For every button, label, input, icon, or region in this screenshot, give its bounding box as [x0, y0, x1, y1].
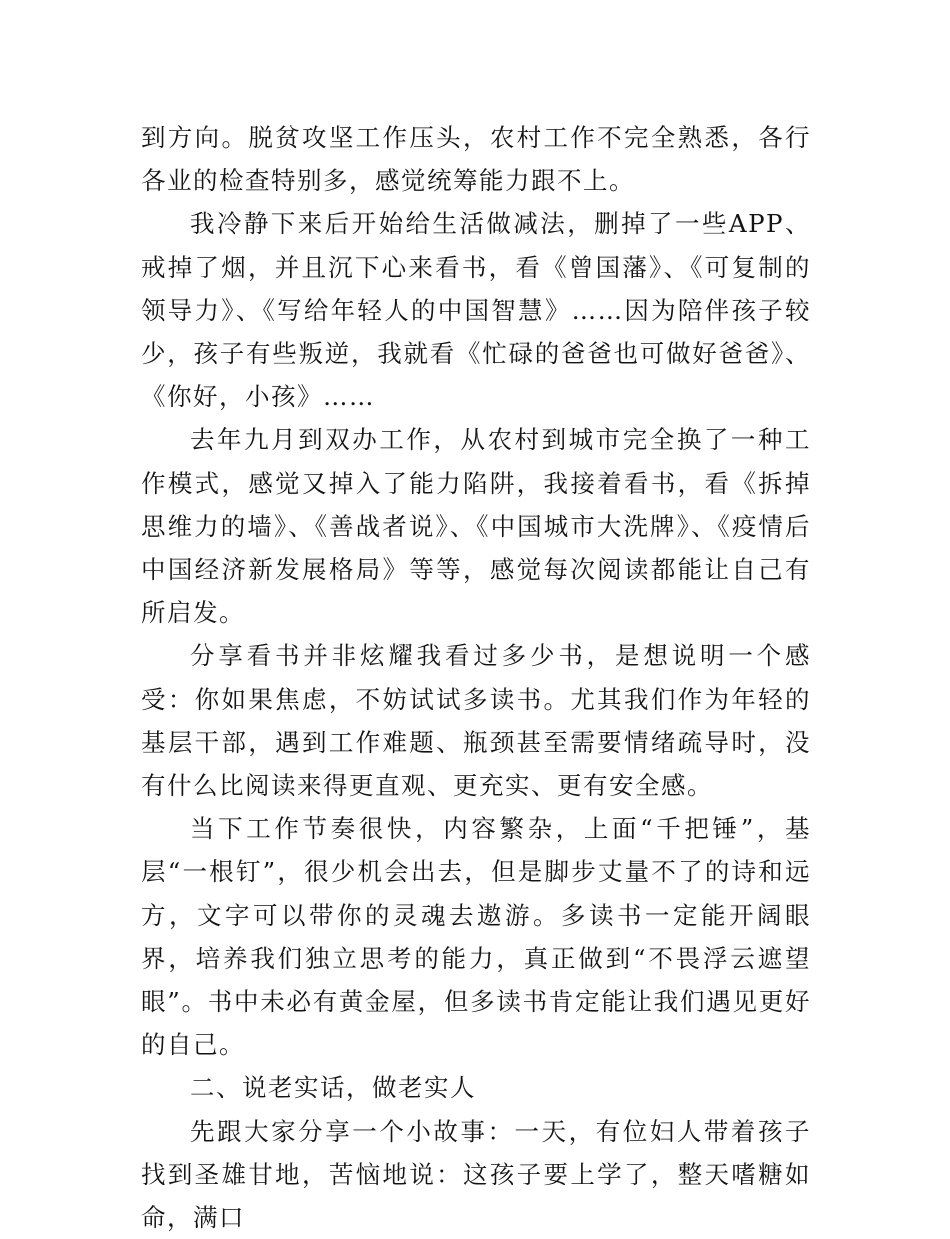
paragraph-story: 先跟大家分享一个小故事：一天，有位妇人带着孩子找到圣雄甘地，苦恼地说：这孩子要上学了，整天嗜糖如命，满口 [141, 1116, 811, 1233]
section-heading: 二、说老实话，做老实人 [190, 1073, 476, 1103]
paragraph-continuation: 到方向。脱贫攻坚工作压头，农村工作不完全熟悉，各行各业的检查特别多，感觉统筹能力跟不上。 [141, 123, 811, 196]
body-text [141, 116, 811, 1239]
paragraph-reading-benefits: 分享看书并非炫耀我看过多少书，是想说明一个感受：你如果焦虑，不妨试试多读书。尤其我们作为年轻的基层干部，遇到工作难题、瓶颈甚至需要情绪疏导时，没有什么比阅读来得更直观、更充实、更有安全感。 [141, 641, 811, 801]
paragraph-new-job: 去年九月到双办工作，从农村到城市完全换了一种工作模式，感觉又掉入了能力陷阱，我接着看书，看《拆掉思维力的墙》、《善战者说》、《中国城市大洗牌》、《疫情后中国经济新发展格局》等等，感觉每次阅读都能让自己有所启发。 [141, 425, 811, 628]
paragraph-reading-habits: 我冷静下来后开始给生活做减法，删掉了一些APP、戒掉了烟，并且沉下心来看书，看《曾国藩》、《可复制的领导力》、《写给年轻人的中国智慧》……因为陪伴孩子较少，孩子有些叛逆，我就看《忙碌的爸爸也可做好爸爸》、《你好，小孩》…… [141, 209, 811, 412]
paragraph-work-pace: 当下工作节奏很快，内容繁杂，上面“千把锤”，基层“一根钉”，很少机会出去，但是脚步丈量不了的诗和远方，文字可以带你的灵魂去遨游。多读书一定能开阔眼界，培养我们独立思考的能力，真正做到“不畏浮云遮望眼”。书中未必有黄金屋，但多读书肯定能让我们遇见更好的自己。 [141, 814, 811, 1060]
